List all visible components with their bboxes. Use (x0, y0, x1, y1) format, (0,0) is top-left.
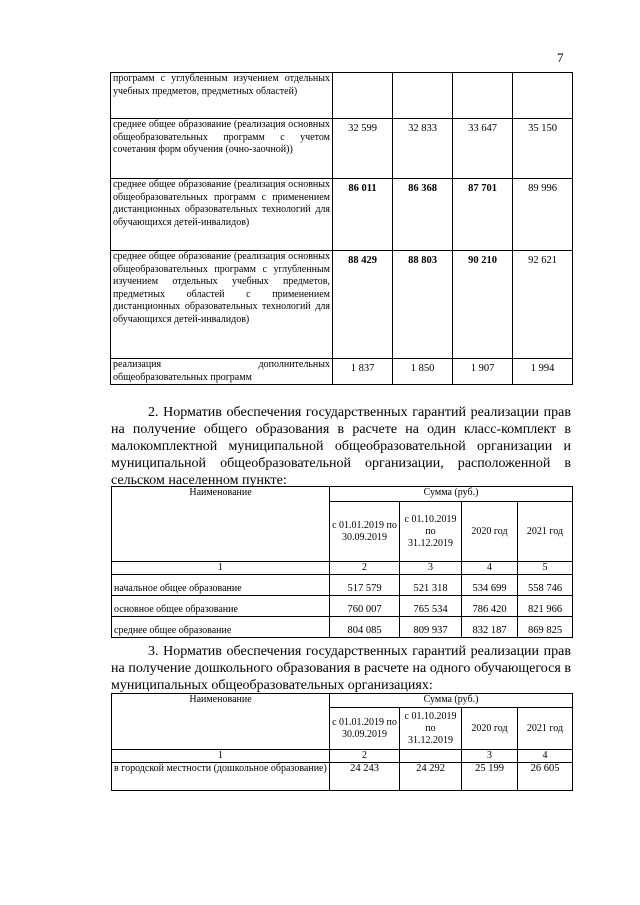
section-3-paragraph (111, 643, 571, 694)
section-2-paragraph (111, 404, 571, 489)
column-number: 4 (462, 562, 518, 575)
column-number: 1 (112, 562, 330, 575)
row-value: 760 007 (330, 596, 400, 617)
row-name: среднее общее образование (реализация основных общеобразовательных программ с углубленным изучением отдельных учебных предметов, предметных областей с применением дистанционных образовательных технологий для обучающихся детей-инвалидов) (111, 251, 333, 359)
column-number (400, 750, 462, 763)
row-value: 804 085 (330, 617, 400, 638)
row-name: среднее общее образование (реализация основных общеобразовательных программ с учетом сочетания форм обучения (очно-заочной)) (111, 119, 333, 179)
row-value: 1 994 (513, 359, 573, 385)
period-header: с 01.01.2019 по 30.09.2019 (330, 708, 400, 750)
row-value: 32 599 (333, 119, 393, 179)
page-number: 7 (557, 50, 564, 65)
row-value: 26 605 (518, 763, 573, 791)
row-name: реализация дополнительных общеобразовательных программ (111, 359, 333, 385)
row-value: 765 534 (400, 596, 462, 617)
row-value: 90 210 (453, 251, 513, 359)
row-value: 24 243 (330, 763, 400, 791)
row-name: программ с углубленным изучением отдельных учебных предметов, предметных областей) (111, 73, 333, 119)
row-value: 87 701 (453, 179, 513, 251)
section-2-text: 2. Норматив обеспечения государственных гарантий реализации прав на получение общего образования в расчете на один класс-комплект в малокомплектной муниципальной общеобразовательной организации и муниципальной общеобразовательной организации, расположенной в сельском населенном пункте: (111, 405, 571, 488)
column-number: 3 (400, 562, 462, 575)
row-value (393, 73, 453, 119)
year-header: 2020 год (462, 502, 518, 562)
section-3-text: 3. Норматив обеспечения государственных гарантий реализации прав на получение дошкольного образования в расчете на одного обучающегося в муниципальных общеобразовательных организациях: (111, 644, 571, 693)
table-row (112, 596, 573, 617)
row-value: 24 292 (400, 763, 462, 791)
table-row (111, 119, 573, 179)
table-row (111, 359, 573, 385)
year-header: 2020 год (462, 708, 518, 750)
year-header: 2021 год (518, 708, 573, 750)
year-header: 2021 год (518, 502, 573, 562)
row-value: 86 011 (333, 179, 393, 251)
period-header: с 01.10.2019 по 31.12.2019 (400, 708, 462, 750)
column-number: 2 (330, 562, 400, 575)
column-header-sum: Сумма (руб.) (330, 487, 573, 502)
row-value: 1 837 (333, 359, 393, 385)
row-name: основное общее образование (112, 596, 330, 617)
column-header-name: Наименование (112, 694, 330, 750)
row-value: 32 833 (393, 119, 453, 179)
column-header-sum: Сумма (руб.) (330, 694, 573, 708)
row-value: 1 907 (453, 359, 513, 385)
preschool-normative-table (111, 693, 573, 791)
row-name: среднее общее образование (112, 617, 330, 638)
row-value: 832 187 (462, 617, 518, 638)
table-row (112, 575, 573, 596)
row-value: 517 579 (330, 575, 400, 596)
row-value: 33 647 (453, 119, 513, 179)
row-value: 25 199 (462, 763, 518, 791)
row-value: 86 368 (393, 179, 453, 251)
column-number: 4 (518, 750, 573, 763)
row-value (513, 73, 573, 119)
period-header: с 01.10.2019 по 31.12.2019 (400, 502, 462, 562)
class-set-normative-table (111, 486, 573, 638)
period-header: с 01.01.2019 по 30.09.2019 (330, 502, 400, 562)
table-row (112, 763, 573, 791)
table-row (111, 251, 573, 359)
row-value: 1 850 (393, 359, 453, 385)
row-name: в городской местности (дошкольное образование) (112, 763, 330, 791)
table-row (111, 73, 573, 119)
row-value: 88 803 (393, 251, 453, 359)
column-header-name: Наименование (112, 487, 330, 562)
table-row (111, 179, 573, 251)
column-number: 1 (112, 750, 330, 763)
row-value: 89 996 (513, 179, 573, 251)
column-number: 3 (462, 750, 518, 763)
column-number: 5 (518, 562, 573, 575)
row-value: 786 420 (462, 596, 518, 617)
table-row (112, 617, 573, 638)
row-name: начальное общее образование (112, 575, 330, 596)
normative-table-continued (110, 72, 573, 385)
row-value (333, 73, 393, 119)
column-number: 2 (330, 750, 400, 763)
row-name: среднее общее образование (реализация основных общеобразовательных программ с применением дистанционных образовательных технологий для обучающихся детей-инвалидов) (111, 179, 333, 251)
row-value: 534 699 (462, 575, 518, 596)
row-value: 92 621 (513, 251, 573, 359)
row-value (453, 73, 513, 119)
row-value: 558 746 (518, 575, 573, 596)
row-value: 88 429 (333, 251, 393, 359)
row-value: 809 937 (400, 617, 462, 638)
row-value: 869 825 (518, 617, 573, 638)
row-value: 521 318 (400, 575, 462, 596)
row-value: 821 966 (518, 596, 573, 617)
row-value: 35 150 (513, 119, 573, 179)
